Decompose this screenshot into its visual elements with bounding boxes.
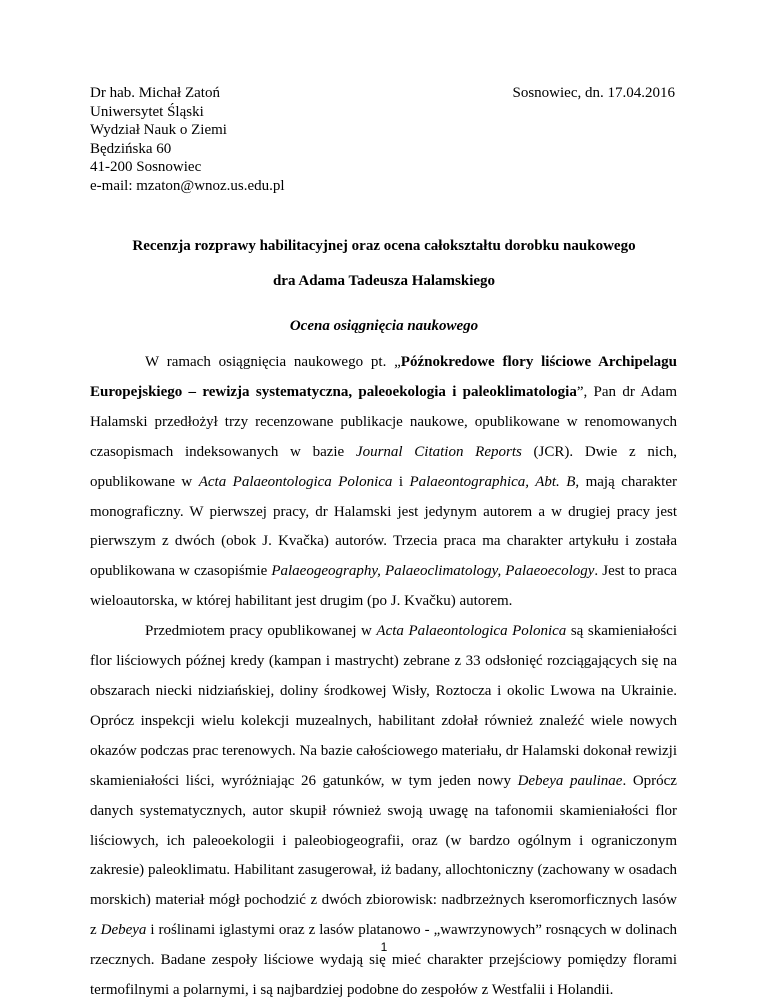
paragraph-1-text: . Jest to praca wieloautorska, w której habilitant jest drugim (po J. Kvačku) autorem. xyxy=(90,563,678,610)
sender-street: Będzińska 60 xyxy=(90,140,172,157)
database-name: Journal Citation Reports xyxy=(355,443,522,460)
sender-email: e-mail: mzaton@wnoz.us.edu.pl xyxy=(90,177,285,194)
title-line-1: Recenzja rozprawy habilitacyjnej oraz ocena całokształtu dorobku naukowego xyxy=(132,238,636,254)
journal-name: Palaeontographica, Abt. B xyxy=(409,473,576,490)
paragraph-1-text: , mają charakter monograficzny. W pierwszej pracy, dr Halamski jest jedynym autorem a w drugiej pracy jest pierwszym z dwóch (obok J. Kvačka) autorów. Trzecia praca ma charakter artykułu i została opublikowana w czasopiśmie xyxy=(90,473,677,580)
sender-address-block xyxy=(90,84,285,196)
journal-name: Palaeogeography, Palaeoclimatology, Palaeoecology xyxy=(271,563,595,580)
paragraph-1-text: (JCR). Dwie z nich, opublikowane w xyxy=(90,443,677,490)
paragraph-2-text: i roślinami iglastymi oraz z lasów platanowo - „wawrzynowych” rosnących w dolinach rzecznych. Badane zespoły liściowe wydają się mieć charakter przejściowy pomiędzy florami termofilnymi a polarnymi, i są najbardziej podobne do zespołów z Westfalii i Holandii. xyxy=(90,922,677,999)
paragraph-1-text: W ramach osiągnięcia naukowego pt. „ xyxy=(145,354,401,370)
sender-postal-city: 41-200 Sosnowiec xyxy=(90,159,202,176)
paragraph-2-text: są skamieniałości flor liściowych późnej kredy (kampan i mastrycht) zebrane z 33 odsłonięć rozciągających się na obszarach niecki nidziańskiej, doliny środkowej Wisły, Roztocza i okolic Lwowa na Ukrainie. Oprócz inspekcji wielu kolekcji muzealnych, habilitant zdołał również znaleźć wiele nowych okazów podczas prac terenowych. Na bazie całościowego materiału, dr Halamski dokonał rewizji skamieniałości liści, wyróżniając 26 gatunków, w tym jeden nowy xyxy=(90,623,678,789)
paragraph-1-text: i xyxy=(392,473,410,490)
document-title xyxy=(0,229,768,299)
paragraph-2-text: . Oprócz danych systematycznych, autor skupił również swoją uwagę na tafonomii skamieniałości flor liściowych, ich paleoekologii i paleobiogeografii, oraz (w bardzo ogólnym i ograniczonym zakresie) paleoklimatu. Habilitant zasugerował, iż badany, allochtoniczny (zachowany w osadach morskich) materiał mógł pochodzić z dwóch zbiorowisk: nadbrzeżnych kseromorficznych lasów z xyxy=(90,772,677,939)
sender-university: Uniwersytet Śląski xyxy=(90,103,204,120)
journal-name: Acta Palaeontologica Polonica xyxy=(198,473,393,490)
journal-name: Acta Palaeontologica Polonica xyxy=(376,623,567,640)
body-text xyxy=(90,348,677,1006)
sender-name: Dr hab. Michał Zatoń xyxy=(90,85,220,101)
place-and-date: Sosnowiec, dn. 17.04.2016 xyxy=(512,85,675,101)
paragraph-1 xyxy=(90,348,677,617)
section-heading: Ocena osiągnięcia naukowego xyxy=(289,318,479,334)
sender-faculty: Wydział Nauk o Ziemi xyxy=(90,122,227,139)
achievement-title: Późnokredowe flory liściowe Archipelagu Europejskiego – rewizja systematyczna, paleoekologia i paleoklimatologia xyxy=(90,354,677,400)
paragraph-1-text: ”, Pan dr Adam Halamski przedłożył trzy recenzowane publikacje naukowe, opublikowane w renomowanych czasopismach indeksowanych w bazie xyxy=(90,383,677,460)
page-number: 1 xyxy=(380,940,388,954)
species-name: Debeya paulinae xyxy=(517,772,623,789)
paragraph-2-text: Przedmiotem pracy opublikowanej w xyxy=(145,623,377,640)
genus-name: Debeya xyxy=(100,922,147,939)
title-line-2: dra Adama Tadeusza Halamskiego xyxy=(272,273,496,289)
